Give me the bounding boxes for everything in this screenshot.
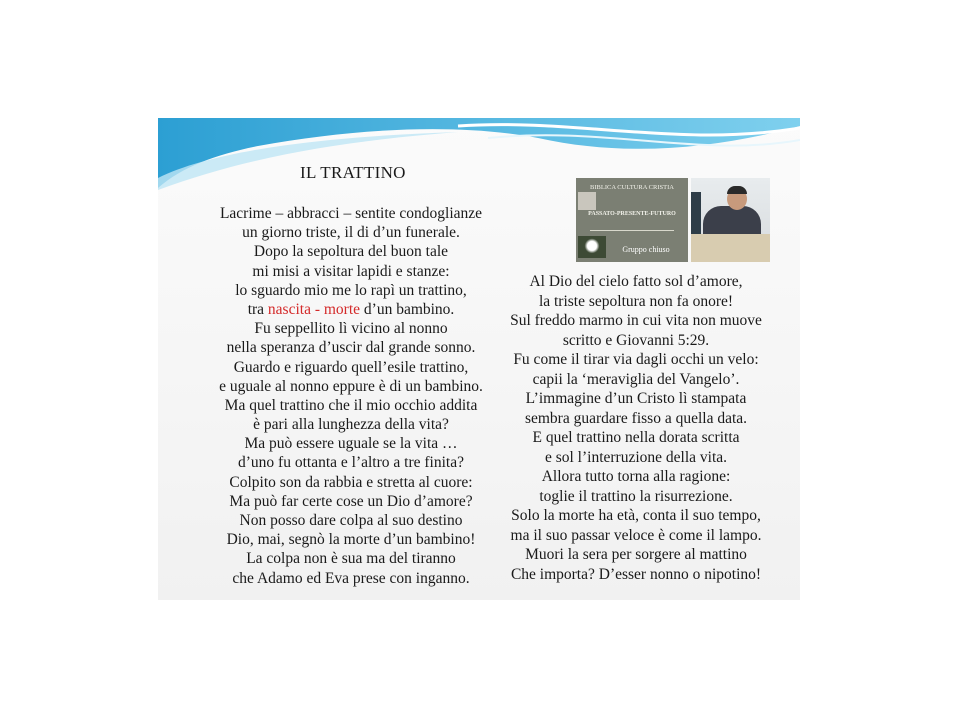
poem-line: Fu seppellito lì vicino al nonno <box>254 320 448 338</box>
poem-line: che Adamo ed Eva prese con inganno. <box>232 569 470 587</box>
line-text: d’un bambino. <box>360 300 455 318</box>
poem-line: la triste sepoltura non fa onore! <box>538 292 734 310</box>
poem-line: Al Dio del cielo fatto sol d’amore, <box>529 273 743 290</box>
poem-line: Ma può far certe cose un Dio d’amore? <box>229 492 473 510</box>
poem-line: Dio, mai, segnò la morte d’un bambino! <box>226 531 476 549</box>
poem-line: è pari alla lunghezza della vita? <box>253 416 449 434</box>
slide <box>158 118 800 600</box>
poem-line: nella speranza d’uscir dal grande sonno. <box>226 339 476 357</box>
poem-line: E quel trattino nella dorata scritta <box>532 429 740 446</box>
author-photo <box>691 178 770 262</box>
poem-line: capii la ‘meraviglia del Vangelo’. <box>532 370 740 388</box>
poem-line: Colpito son da rabbia e stretta al cuore: <box>229 473 473 491</box>
small-photo <box>578 192 596 210</box>
poem-line: e sol l’interruzione della vita. <box>544 448 728 466</box>
poem-line: Sul freddo marmo in cui vita non muove <box>510 312 762 329</box>
poem-line: mi misi a visitar lapidi e stanze: <box>252 262 450 280</box>
poem-line-highlight <box>198 300 504 319</box>
group-heading: BIBLICA CULTURA CRISTIA <box>590 184 674 191</box>
poem-line: Dopo la sepoltura del buon tale <box>253 243 449 261</box>
poem-line: Allora tutto torna alla ragione: <box>541 468 731 485</box>
poem-line: Ma può essere uguale se la vita … <box>244 435 458 453</box>
group-subtitle: PASSATO-PRESENTE-FUTURO <box>588 211 676 217</box>
group-caption: Gruppo chiuso <box>622 245 670 254</box>
group-cover-image <box>576 178 688 262</box>
poem-line: Ma quel trattino che il mio occhio addita <box>224 396 478 414</box>
poem-line: Solo la morte ha età, conta il suo tempo, <box>511 507 761 524</box>
poem-line: Guardo e riguardo quell’esile trattino, <box>233 358 469 376</box>
poem-line: ma il suo passar veloce è come il lampo. <box>510 526 762 544</box>
right-stanza <box>486 272 786 584</box>
poem-line: lo sguardo mio me lo rapì un trattino, <box>235 281 467 299</box>
poem-line: L’immagine d’un Cristo lì stampata <box>525 390 747 407</box>
poem-line: Muori la sera per sorgere al mattino <box>525 546 747 563</box>
poem-line: e uguale al nonno eppure è di un bambino. <box>219 377 483 395</box>
line-text: tra <box>247 300 268 318</box>
poem-line: Non posso dare colpa al suo destino <box>239 512 463 529</box>
poem-line: Che importa? D’esser nonno o nipotino! <box>510 565 762 583</box>
highlight-text: nascita - morte <box>267 300 361 318</box>
poem-line: La colpa non è sua ma del tiranno <box>246 550 456 568</box>
poem-line: toglie il trattino la risurrezione. <box>539 487 733 505</box>
poem-line: d’uno fu ottanta e l’altro a tre finita? <box>238 454 464 472</box>
poem-line: Lacrime – abbracci – sentite condoglianze <box>219 205 483 222</box>
divider <box>590 230 674 231</box>
poem-line: sembra guardare fisso a quella data. <box>524 409 748 427</box>
poem-title: IL TRATTINO <box>300 163 406 182</box>
poem-line: un giorno triste, il di d’un funerale. <box>242 224 460 242</box>
left-stanza <box>198 204 504 588</box>
poem-line: scritto e Giovanni 5:29. <box>562 331 710 349</box>
poem-line: Fu come il tirar via dagli occhi un velo: <box>513 351 759 368</box>
